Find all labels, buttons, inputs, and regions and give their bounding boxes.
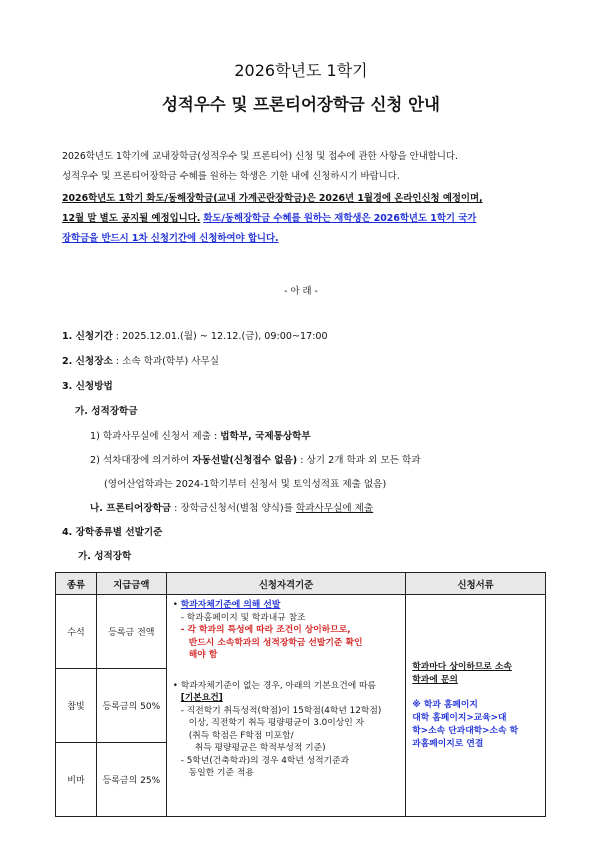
table-header-amount: 지급금액	[96, 573, 166, 595]
section-1-value: : 2025.12.01.(월) ~ 12.12.(금), 09:00~17:00	[112, 331, 328, 342]
section-3-label: 3. 신청방법	[62, 381, 113, 392]
documents-line: 학과마다 상이하므로 소속	[412, 661, 512, 672]
criteria-line: - 5학년(건축학과)의 경우 4학년 성적기준과	[180, 755, 350, 766]
section-2-value: : 소속 학과(학부) 사무실	[112, 356, 220, 367]
section-3b-label: 나. 프론티어장학금	[90, 503, 172, 514]
criteria-default-text: 학과자체기준이 없는 경우, 아래의 기본요건에 따름	[180, 680, 376, 691]
section-1-label: 1. 신청기간	[62, 331, 113, 342]
criteria-line: • 학과자체기준이 없는 경우, 아래의 기본요건에 따름	[172, 680, 376, 691]
notice-text-b: 12월 말 별도 공지될 예정입니다.	[62, 213, 201, 224]
documents-line: 학과에 문의	[412, 674, 458, 685]
row-amount: 등록금 전액	[96, 595, 166, 669]
table-row	[56, 595, 546, 669]
criteria-line: 해야 함	[188, 650, 218, 660]
section-4a-label: 가. 성적장학	[78, 551, 132, 562]
row-amount: 등록금의 50%	[96, 669, 166, 743]
section-3b-text: : 장학금신청서(별첨 양식)를	[171, 503, 296, 514]
criteria-line: 동일한 기준 적용	[188, 768, 254, 778]
intro-line-2: 성적우수 및 프론티어장학금 수혜를 원하는 학생은 기한 내에 신청하시기 바랍니다.	[62, 171, 400, 182]
row-type: 참빛	[56, 669, 97, 743]
table-header-criteria: 신청자격기준	[166, 573, 406, 595]
criteria-line: • 학과자체기준에 의해 선발	[172, 600, 281, 610]
table-header-row	[56, 573, 546, 595]
section-3a-item-2-post: : 상기 2개 학과 외 모든 학과	[297, 455, 421, 466]
section-3b	[90, 500, 373, 514]
section-2	[62, 353, 219, 367]
section-3a-item-1-bold: 법학부, 국제통상학부	[220, 431, 311, 442]
section-3b-underlined: 학과사무실에 제출	[295, 503, 374, 514]
row-type: 수석	[56, 595, 97, 669]
page-title-term: 2026학년도 1학기	[234, 61, 368, 80]
section-3a-item-1	[90, 428, 311, 442]
documents-line: 학>소속 단과대학>소속 학	[412, 725, 519, 736]
table-header-type: 종류	[56, 573, 97, 595]
section-4-label: 4. 장학종류별 선발기준	[62, 527, 163, 538]
criteria-cell	[166, 595, 406, 817]
section-3a-label: 가. 성적장학금	[75, 406, 138, 417]
intro-line-1: 2026학년도 1학기에 교내장학금(성적우수 및 프론티어) 신청 및 접수에 관한 사항을 안내합니다.	[62, 151, 458, 162]
criteria-main: 학과자체기준에 의해 선발	[180, 600, 281, 610]
notice-text-c: 화도/동해장학금 수혜를 원하는 재학생은 2026학년도 1학기 국가	[203, 213, 477, 224]
separator-text: - 아 래 -	[284, 286, 318, 297]
table-header-documents: 신청서류	[406, 573, 546, 595]
criteria-line: - 직전학기 취득성적(학점)이 15학점(4학년 12학점)	[180, 705, 382, 716]
criteria-line: 이상, 직전학기 취득 평량평균이 3.0이상인 자	[188, 718, 364, 728]
documents-line: ※ 학과 홈페이지	[412, 699, 478, 710]
row-amount: 등록금의 25%	[96, 743, 166, 817]
section-1	[62, 328, 328, 342]
row-type: 비마	[56, 743, 97, 817]
notice-line-a: 2026학년도 1학기 화도/동해장학금(교내 가계곤란장학금)은 2026년 1월경에 온라인신청 예정이며,	[62, 193, 483, 204]
criteria-line: (취득 학점은 F학점 미포함/	[188, 730, 294, 741]
criteria-line: [기본요건]	[180, 693, 223, 703]
section-3a-item-2-bold: 자동선발(신청접수 없음)	[192, 455, 298, 466]
section-3a-note: (영어산업학과는 2024-1학기부터 신청서 및 토익성적표 제출 없음)	[104, 479, 387, 490]
notice-line-b	[62, 212, 476, 225]
section-3a-item-2-text: 2) 석차대장에 의거하여	[90, 455, 193, 466]
section-2-label: 2. 신청장소	[62, 356, 113, 367]
criteria-line: - 학과홈페이지 및 학과내규 참조	[180, 612, 306, 623]
page-title: 성적우수 및 프론티어장학금 신청 안내	[161, 95, 440, 114]
notice-line-d: 장학금을 반드시 1차 신청기간에 신청하여야 합니다.	[62, 233, 279, 244]
criteria-line: - 각 학과의 특성에 따라 조건이 상이하므로,	[180, 625, 351, 635]
documents-line: 과홈페이지로 연결	[412, 738, 484, 749]
criteria-line: 반드시 소속학과의 성적장학금 선발기준 확인	[188, 637, 363, 648]
documents-line: 대학 홈페이지>교육>대	[412, 712, 507, 723]
criteria-line: 취득 평량평균은 학적부성적 기준)	[194, 743, 326, 753]
section-3a-item-1-text: 1) 학과사무실에 신청서 제출 :	[90, 431, 221, 442]
documents-cell	[406, 595, 546, 817]
scholarship-table	[55, 572, 546, 817]
section-3a-item-2	[90, 452, 421, 466]
